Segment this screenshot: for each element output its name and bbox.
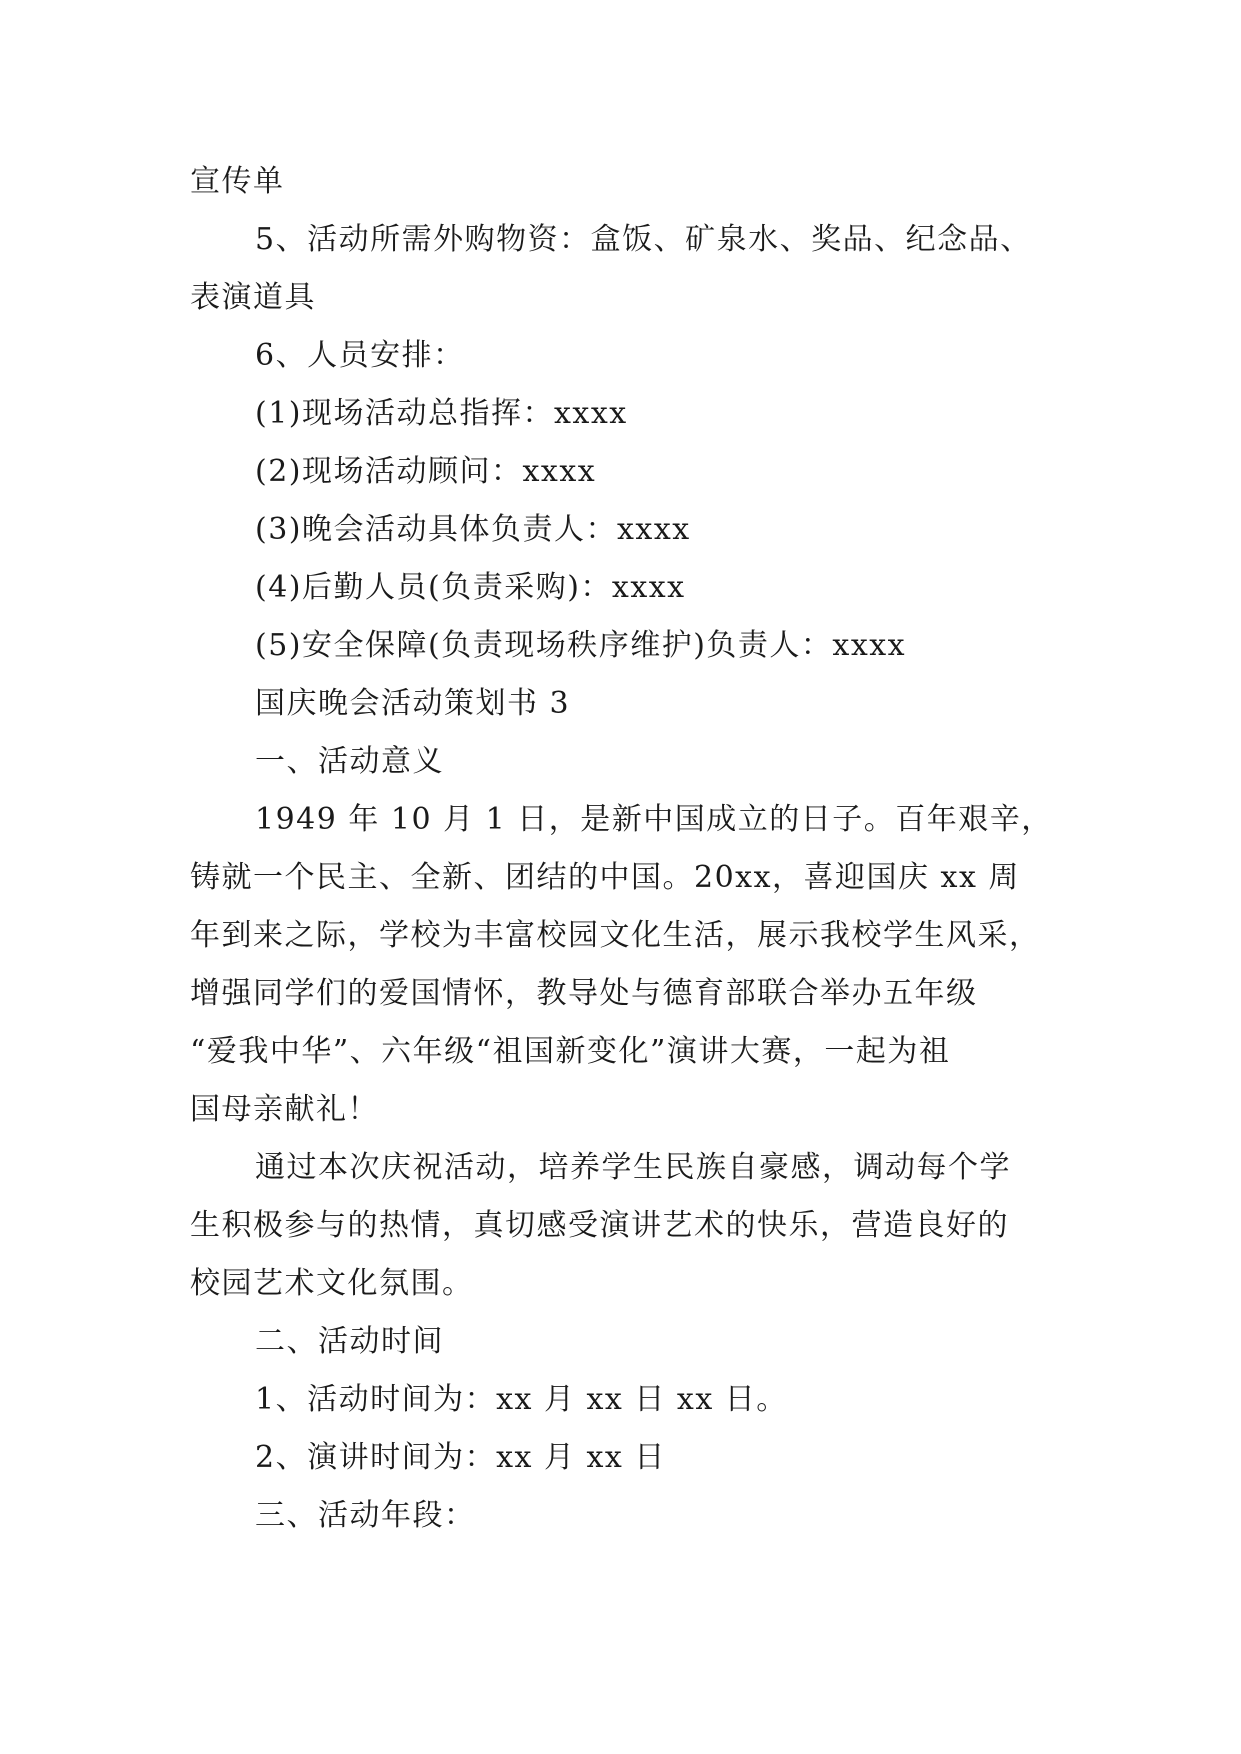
heading: 二、活动时间 — [255, 1324, 444, 1359]
text-line: “爱我中华”、六年级“祖国新变化”演讲大赛，一起为祖 — [190, 1034, 951, 1069]
heading: 三、活动年段： — [255, 1498, 476, 1533]
text-line: (3)晚会活动具体负责人：xxxx — [255, 512, 691, 547]
text-line: 1949 年 10 月 1 日，是新中国成立的日子。百年艰辛， — [255, 802, 1053, 837]
heading: 一、活动意义 — [255, 744, 444, 779]
text-line: 5、活动所需外购物资：盒饭、矿泉水、奖品、纪念品、 — [255, 222, 1032, 257]
text-line: 2、演讲时间为：xx 月 xx 日 — [255, 1440, 666, 1475]
text-line: 国母亲献礼！ — [190, 1092, 379, 1127]
text-line: 6、人员安排： — [255, 338, 465, 373]
text-line: 表演道具 — [190, 280, 316, 315]
text-line: 生积极参与的热情，真切感受演讲艺术的快乐，营造良好的 — [190, 1208, 1009, 1243]
section-title: 国庆晚会活动策划书 3 — [255, 686, 571, 721]
text-line: (1)现场活动总指挥：xxxx — [255, 396, 628, 431]
text-line: (4)后勤人员(负责采购)：xxxx — [255, 570, 686, 605]
text-line: (2)现场活动顾问：xxxx — [255, 454, 597, 489]
text-line: 校园艺术文化氛围。 — [190, 1266, 474, 1301]
text-line: 宣传单 — [190, 164, 285, 199]
text-line: 通过本次庆祝活动，培养学生民族自豪感，调动每个学 — [255, 1150, 1011, 1185]
text-line: (5)安全保障(负责现场秩序维护)负责人：xxxx — [255, 628, 907, 663]
text-line: 铸就一个民主、全新、团结的中国。20xx，喜迎国庆 xx 周 — [190, 860, 1020, 895]
text-line: 年到来之际，学校为丰富校园文化生活，展示我校学生风采， — [190, 918, 1041, 953]
text-line: 1、活动时间为：xx 月 xx 日 xx 日。 — [255, 1382, 788, 1417]
text-line: 增强同学们的爱国情怀，教导处与德育部联合举办五年级 — [190, 976, 978, 1011]
